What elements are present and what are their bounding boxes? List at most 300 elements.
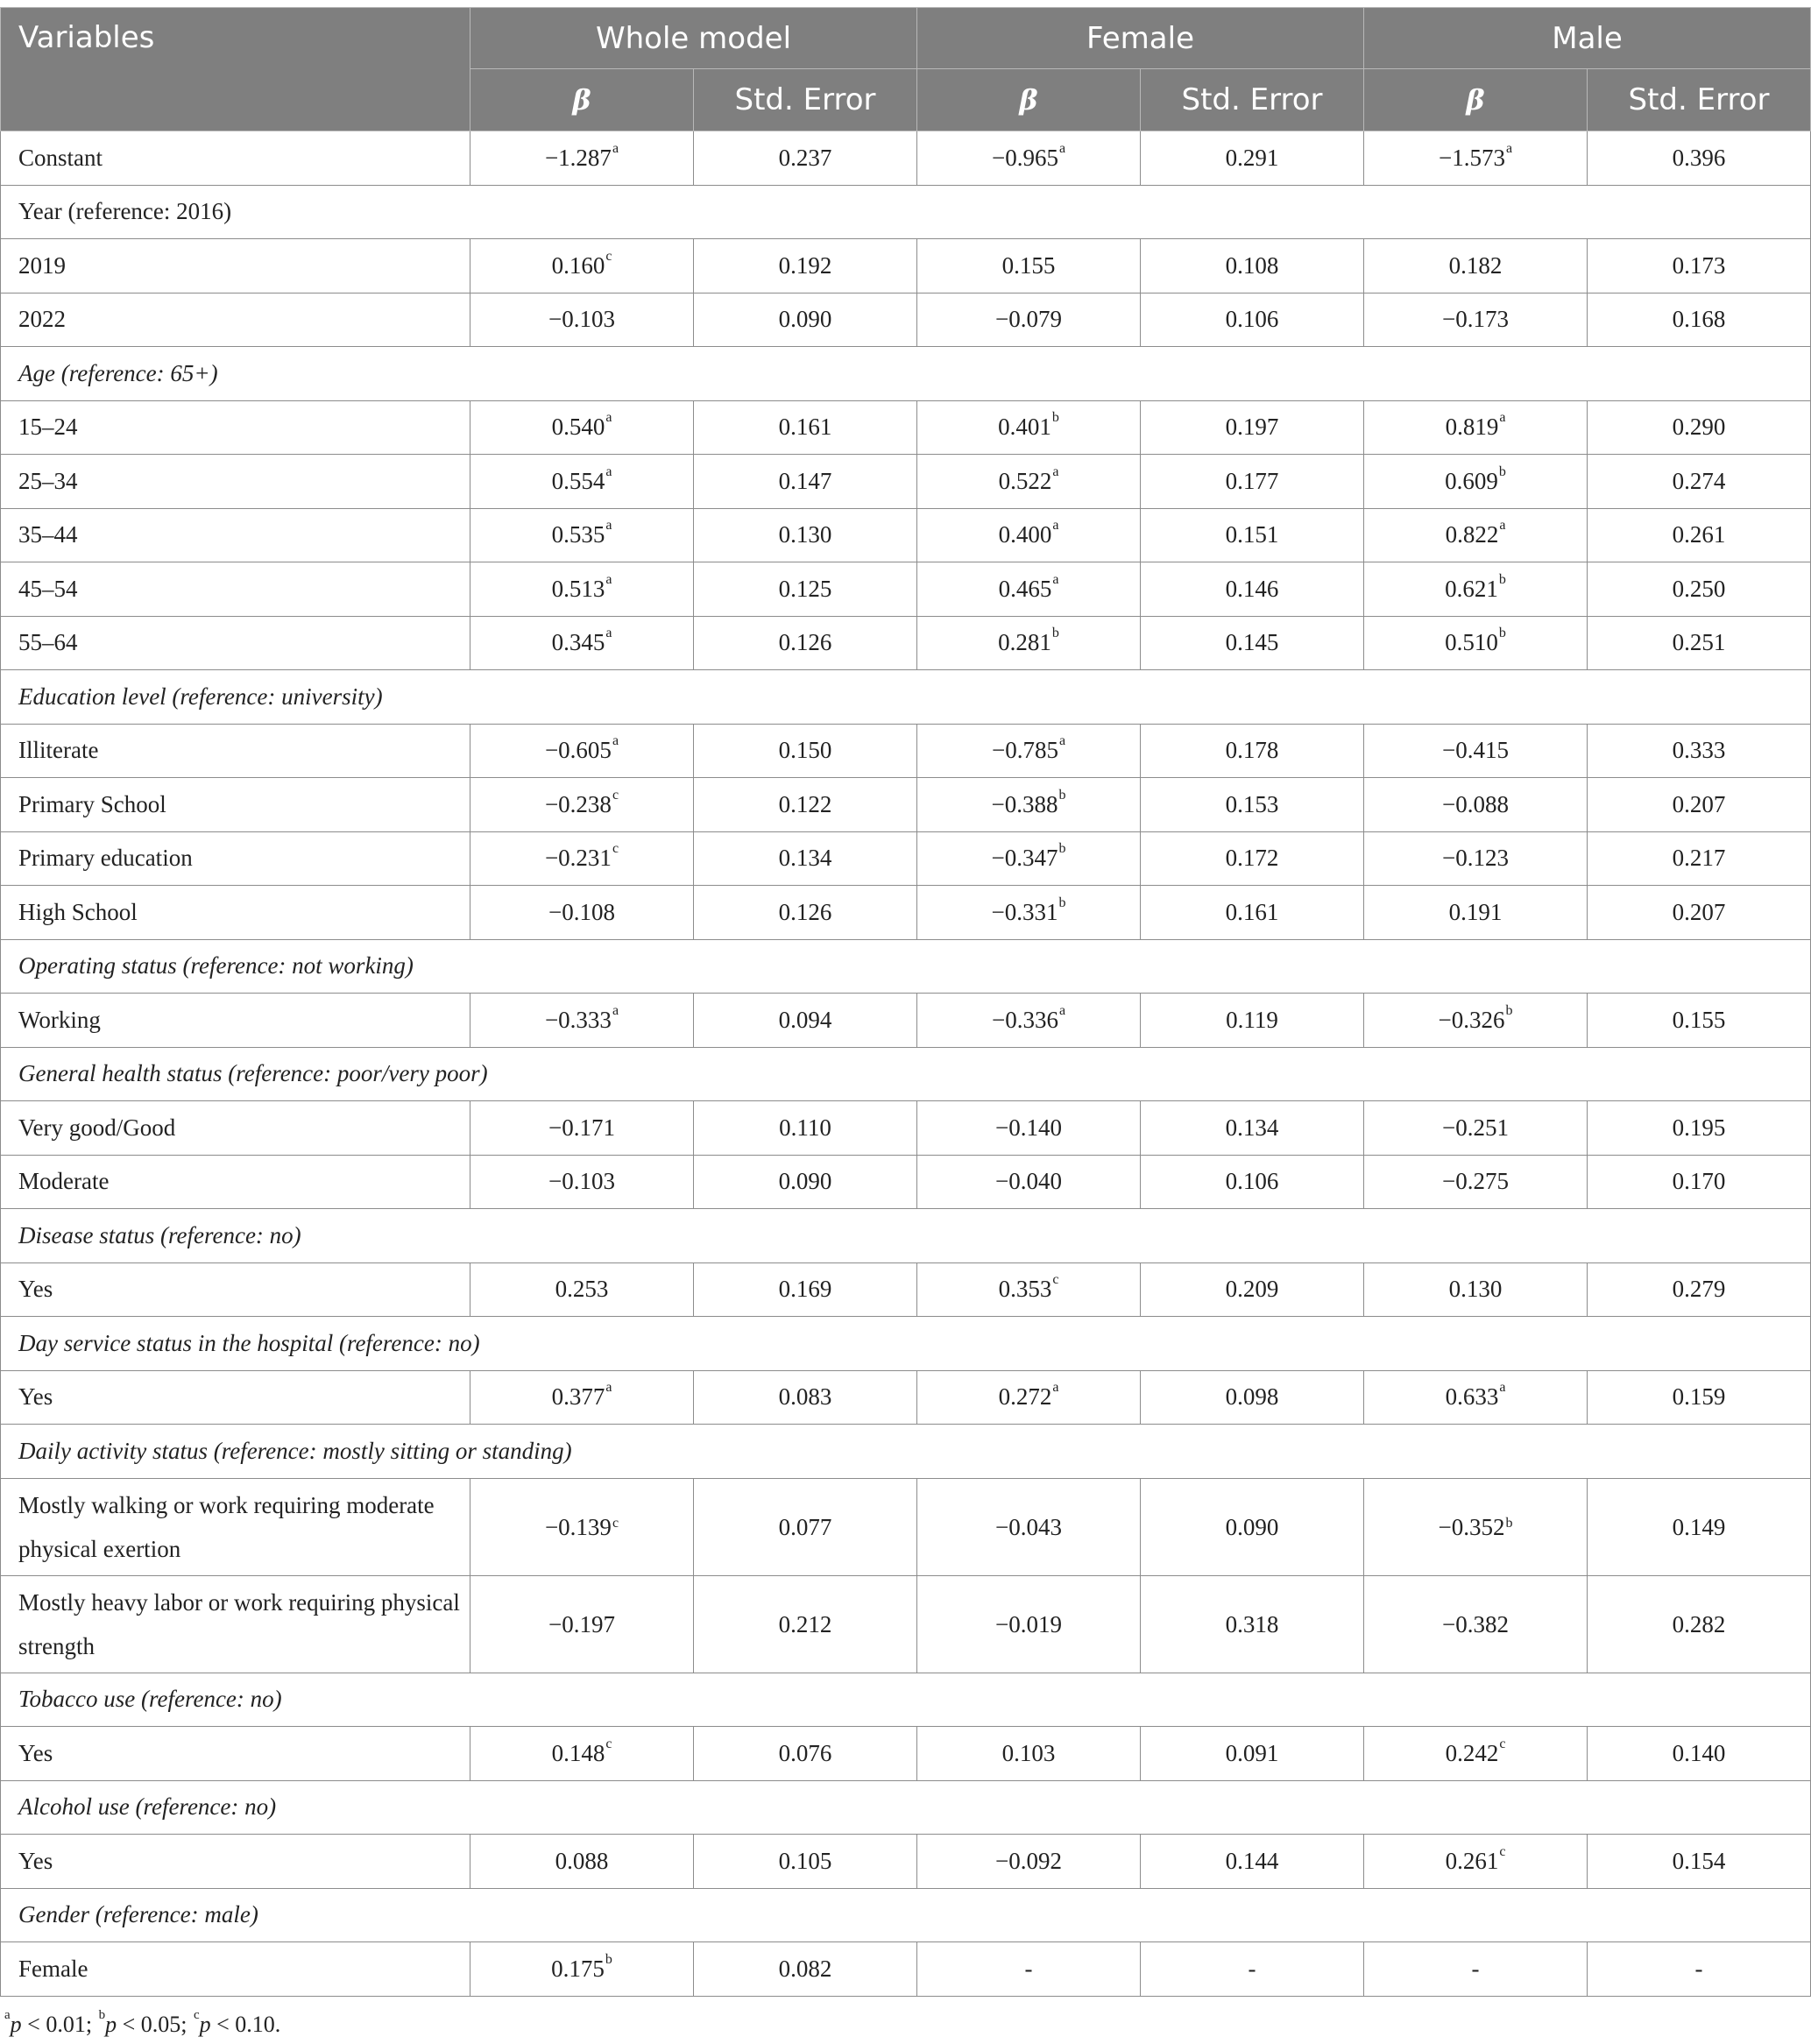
- cell-value: -: [1024, 1955, 1033, 1982]
- table-row: [1, 1262, 1811, 1317]
- cell-value: 0.169: [778, 1276, 832, 1303]
- cell-value: −0.103: [548, 306, 615, 333]
- significance-marker: c: [605, 248, 612, 264]
- cell-value: 0.146: [1225, 575, 1279, 602]
- cell-value: 0.140: [1672, 1739, 1726, 1766]
- table-row: [1, 508, 1811, 562]
- cell-value: −0.382: [1442, 1610, 1509, 1637]
- beta-cell: [917, 886, 1141, 940]
- table-row: [1, 293, 1811, 347]
- variable-label: Working: [1, 994, 470, 1048]
- cell-value: 0.274: [1672, 467, 1726, 494]
- std-error-cell: [694, 508, 917, 562]
- cell-value: 0.172: [1225, 845, 1279, 872]
- beta-header: β: [470, 69, 694, 131]
- std-error-cell: [1141, 1101, 1364, 1156]
- significance-marker: a: [605, 518, 612, 534]
- table-row: [1, 1575, 1811, 1673]
- section-label: Education level (reference: university): [1, 670, 1811, 725]
- std-error-cell: [694, 616, 917, 670]
- significance-marker: a: [1505, 140, 1513, 156]
- significance-marker: b: [1051, 410, 1059, 426]
- significance-marker: b: [1505, 1002, 1513, 1018]
- cell-value: −0.251: [1442, 1114, 1509, 1141]
- std-error-cell: [1141, 1155, 1364, 1209]
- cell-value: 0.103: [1001, 1739, 1056, 1766]
- cell-value: 0.154: [1672, 1847, 1726, 1874]
- cell-value: 0.212: [778, 1610, 832, 1637]
- variable-label: 45–54: [1, 562, 470, 617]
- std-error-cell: [1141, 616, 1364, 670]
- cell-value: 0.261: [1445, 1847, 1499, 1874]
- footnote-marker: b: [98, 2008, 106, 2022]
- cell-value: 0.082: [778, 1955, 832, 1982]
- beta-cell: [1364, 131, 1588, 186]
- cell-value: 0.281: [998, 629, 1051, 656]
- table-row: [1, 724, 1811, 778]
- cell-value: 0.207: [1672, 790, 1726, 817]
- section-label: Gender (reference: male): [1, 1888, 1811, 1942]
- beta-cell: [470, 1575, 694, 1673]
- cell-value: −0.336: [991, 1006, 1058, 1033]
- std-error-cell: [1588, 1575, 1811, 1673]
- beta-cell: [470, 886, 694, 940]
- cell-value: −0.238: [544, 790, 612, 817]
- significance-marker: c: [1052, 1272, 1059, 1288]
- beta-cell: [1364, 293, 1588, 347]
- variable-label: 35–44: [1, 508, 470, 562]
- std-error-header: Std. Error: [694, 69, 917, 131]
- section-label: Age (reference: 65+): [1, 347, 1811, 401]
- significance-marker: a: [605, 626, 612, 641]
- std-error-cell: [1588, 724, 1811, 778]
- std-error-cell: [1141, 293, 1364, 347]
- significance-marker: a: [1499, 410, 1506, 426]
- cell-value: −0.415: [1442, 737, 1509, 764]
- cell-value: 0.173: [1672, 251, 1726, 279]
- beta-cell: [1364, 1478, 1588, 1575]
- group-header-male: Male: [1364, 8, 1811, 69]
- cell-value: -: [1471, 1955, 1480, 1982]
- cell-value: −1.287: [544, 144, 612, 171]
- std-error-cell: [694, 1727, 917, 1781]
- footnote-p: p: [10, 2012, 22, 2037]
- table-row: [1, 831, 1811, 886]
- std-error-cell: [1141, 1370, 1364, 1425]
- section-row: [1, 670, 1811, 725]
- cell-value: 0.106: [1225, 306, 1279, 333]
- cell-value: 0.251: [1672, 629, 1726, 656]
- cell-value: 0.108: [1225, 251, 1279, 279]
- cell-value: 0.819: [1445, 414, 1499, 441]
- beta-cell: [917, 1835, 1141, 1889]
- significance-marker: b: [1498, 463, 1506, 479]
- section-label: Day service status in the hospital (reference: no): [1, 1317, 1811, 1371]
- std-error-cell: [1141, 1942, 1364, 1997]
- std-error-cell: [1588, 1101, 1811, 1156]
- variable-label: Constant: [1, 131, 470, 186]
- std-error-cell: [1141, 724, 1364, 778]
- beta-cell: [1364, 508, 1588, 562]
- beta-cell: [470, 994, 694, 1048]
- variable-label: Mostly heavy labor or work requiring physical strength: [1, 1575, 470, 1673]
- cell-value: −0.352: [1438, 1513, 1505, 1540]
- significance-marker: c: [605, 1736, 612, 1751]
- cell-value: 0.170: [1672, 1168, 1726, 1195]
- std-error-cell: [694, 1575, 917, 1673]
- footnote-text: < 0.10.: [210, 2012, 281, 2037]
- beta-cell: [1364, 1575, 1588, 1673]
- beta-cell: [917, 400, 1141, 455]
- beta-cell: [917, 1155, 1141, 1209]
- table-row: [1, 1370, 1811, 1425]
- significance-marker: c: [1499, 1843, 1506, 1859]
- std-error-cell: [1141, 994, 1364, 1048]
- variable-label: High School: [1, 886, 470, 940]
- beta-cell: [1364, 1942, 1588, 1997]
- beta-header: β: [1364, 69, 1588, 131]
- beta-cell: [470, 1370, 694, 1425]
- table-row: [1, 1101, 1811, 1156]
- footnote-p: p: [199, 2012, 211, 2037]
- cell-value: 0.465: [998, 575, 1052, 602]
- std-error-cell: [1588, 1370, 1811, 1425]
- section-label: Disease status (reference: no): [1, 1209, 1811, 1263]
- cell-value: 0.088: [555, 1847, 609, 1874]
- beta-cell: [470, 616, 694, 670]
- cell-value: 0.077: [778, 1513, 832, 1540]
- significance-marker: a: [1058, 140, 1066, 156]
- section-row: [1, 347, 1811, 401]
- std-error-cell: [1588, 831, 1811, 886]
- beta-cell: [917, 1942, 1141, 1997]
- cell-value: 0.291: [1225, 144, 1279, 171]
- cell-value: −0.123: [1442, 845, 1509, 872]
- std-error-cell: [1588, 1942, 1811, 1997]
- significance-marker: b: [1058, 787, 1066, 803]
- cell-value: −0.197: [548, 1610, 615, 1637]
- variable-label: Yes: [1, 1835, 470, 1889]
- group-header-female: Female: [917, 8, 1364, 69]
- std-error-cell: [694, 1101, 917, 1156]
- table-row: [1, 455, 1811, 509]
- beta-cell: [470, 1727, 694, 1781]
- cell-value: 0.130: [778, 521, 832, 548]
- cell-value: 0.144: [1225, 1847, 1279, 1874]
- cell-value: −0.388: [991, 790, 1058, 817]
- beta-cell: [470, 1101, 694, 1156]
- std-error-cell: [694, 239, 917, 294]
- cell-value: 0.134: [778, 845, 832, 872]
- std-error-cell: [694, 131, 917, 186]
- variable-label: Yes: [1, 1370, 470, 1425]
- significance-marker: b: [1505, 1515, 1513, 1531]
- significance-marker: b: [1058, 895, 1066, 910]
- cell-value: 0.122: [778, 790, 832, 817]
- cell-value: 0.159: [1672, 1383, 1726, 1411]
- regression-table: [0, 7, 1811, 1997]
- table-row: [1, 1835, 1811, 1889]
- significance-footnote: [4, 2008, 281, 2038]
- cell-value: 0.250: [1672, 575, 1726, 602]
- cell-value: 0.209: [1225, 1276, 1279, 1303]
- std-error-cell: [694, 455, 917, 509]
- std-error-cell: [1141, 1727, 1364, 1781]
- section-row: [1, 1209, 1811, 1263]
- cell-value: 0.290: [1672, 414, 1726, 441]
- significance-marker: a: [1058, 1002, 1066, 1018]
- std-error-cell: [694, 886, 917, 940]
- cell-value: 0.535: [551, 521, 605, 548]
- cell-value: 0.155: [1672, 1006, 1726, 1033]
- cell-value: −0.040: [995, 1168, 1062, 1195]
- cell-value: 0.130: [1448, 1276, 1503, 1303]
- beta-cell: [470, 1155, 694, 1209]
- std-error-cell: [694, 1942, 917, 1997]
- beta-cell: [917, 994, 1141, 1048]
- std-error-cell: [694, 724, 917, 778]
- cell-value: 0.396: [1672, 144, 1726, 171]
- beta-cell: [470, 508, 694, 562]
- std-error-cell: [1141, 778, 1364, 832]
- beta-cell: [1364, 1370, 1588, 1425]
- section-label: Tobacco use (reference: no): [1, 1673, 1811, 1727]
- cell-value: 0.522: [998, 467, 1052, 494]
- cell-value: 0.333: [1672, 737, 1726, 764]
- beta-cell: [1364, 562, 1588, 617]
- variable-label: 25–34: [1, 455, 470, 509]
- cell-value: −0.103: [548, 1168, 615, 1195]
- cell-value: −0.605: [544, 737, 612, 764]
- cell-value: −0.079: [995, 306, 1062, 333]
- cell-value: 0.207: [1672, 898, 1726, 925]
- cell-value: 0.098: [1225, 1383, 1279, 1411]
- cell-value: 0.119: [1226, 1006, 1278, 1033]
- cell-value: 0.083: [778, 1383, 832, 1411]
- section-row: [1, 185, 1811, 239]
- cell-value: −0.347: [991, 845, 1058, 872]
- table-row: [1, 994, 1811, 1048]
- variable-label: 2019: [1, 239, 470, 294]
- cell-value: 0.237: [778, 144, 832, 171]
- cell-value: 0.148: [551, 1739, 605, 1766]
- std-error-header: Std. Error: [1141, 69, 1364, 131]
- cell-value: 0.261: [1672, 521, 1726, 548]
- cell-value: 0.151: [1225, 521, 1279, 548]
- beta-cell: [917, 778, 1141, 832]
- cell-value: 0.110: [779, 1114, 831, 1141]
- section-row: [1, 1888, 1811, 1942]
- significance-marker: a: [1052, 518, 1059, 534]
- cell-value: −0.785: [991, 737, 1058, 764]
- beta-cell: [1364, 1835, 1588, 1889]
- significance-marker: c: [1499, 1736, 1506, 1751]
- cell-value: 0.282: [1672, 1610, 1726, 1637]
- beta-cell: [917, 1478, 1141, 1575]
- cell-value: 0.345: [551, 629, 605, 656]
- beta-cell: [470, 455, 694, 509]
- cell-value: −0.019: [995, 1610, 1062, 1637]
- cell-value: 0.633: [1445, 1383, 1499, 1411]
- beta-cell: [917, 1727, 1141, 1781]
- significance-marker: a: [1499, 518, 1506, 534]
- std-error-cell: [1141, 831, 1364, 886]
- footnote-marker: a: [4, 2008, 11, 2022]
- significance-marker: a: [605, 463, 612, 479]
- cell-value: 0.182: [1448, 251, 1503, 279]
- cell-value: −0.231: [544, 845, 612, 872]
- beta-cell: [470, 1835, 694, 1889]
- cell-value: 0.090: [778, 306, 832, 333]
- cell-value: 0.106: [1225, 1168, 1279, 1195]
- regression-table-container: [0, 7, 1811, 1997]
- cell-value: −0.043: [995, 1513, 1062, 1540]
- cell-value: −0.140: [995, 1114, 1062, 1141]
- table-row: [1, 616, 1811, 670]
- std-error-cell: [694, 1835, 917, 1889]
- cell-value: 0.145: [1225, 629, 1279, 656]
- section-row: [1, 1780, 1811, 1835]
- section-label: General health status (reference: poor/very poor): [1, 1047, 1811, 1101]
- section-row: [1, 1047, 1811, 1101]
- significance-marker: a: [1052, 1380, 1059, 1396]
- cell-value: 0.217: [1672, 845, 1726, 872]
- beta-cell: [470, 239, 694, 294]
- beta-cell: [1364, 400, 1588, 455]
- std-error-cell: [694, 778, 917, 832]
- cell-value: 0.076: [778, 1739, 832, 1766]
- section-label: Operating status (reference: not working): [1, 939, 1811, 994]
- std-error-cell: [1588, 1478, 1811, 1575]
- cell-value: 0.401: [998, 414, 1051, 441]
- std-error-cell: [1588, 293, 1811, 347]
- cell-value: 0.609: [1445, 467, 1498, 494]
- std-error-cell: [1588, 1155, 1811, 1209]
- std-error-header: Std. Error: [1588, 69, 1811, 131]
- beta-cell: [1364, 1101, 1588, 1156]
- table-row: [1, 778, 1811, 832]
- beta-cell: [1364, 616, 1588, 670]
- cell-value: 0.242: [1445, 1739, 1499, 1766]
- std-error-cell: [1588, 508, 1811, 562]
- std-error-cell: [1141, 508, 1364, 562]
- cell-value: −0.333: [544, 1006, 612, 1033]
- table-row: [1, 886, 1811, 940]
- table-row: [1, 1942, 1811, 1997]
- cell-value: 0.377: [551, 1383, 605, 1411]
- beta-cell: [1364, 1727, 1588, 1781]
- beta-cell: [917, 1370, 1141, 1425]
- table-row: [1, 400, 1811, 455]
- cell-value: 0.168: [1672, 306, 1726, 333]
- beta-cell: [470, 1478, 694, 1575]
- beta-header: β: [917, 69, 1141, 131]
- std-error-cell: [694, 1155, 917, 1209]
- cell-value: −0.326: [1438, 1006, 1505, 1033]
- beta-cell: [917, 562, 1141, 617]
- cell-value: 0.125: [778, 575, 832, 602]
- variable-label: Mostly walking or work requiring moderate physical exertion: [1, 1478, 470, 1575]
- significance-marker: a: [1058, 733, 1066, 749]
- beta-cell: [917, 1575, 1141, 1673]
- beta-cell: [1364, 1262, 1588, 1317]
- std-error-cell: [1141, 1262, 1364, 1317]
- beta-cell: [1364, 831, 1588, 886]
- significance-marker: b: [1051, 626, 1059, 641]
- std-error-cell: [1588, 239, 1811, 294]
- beta-cell: [470, 131, 694, 186]
- std-error-cell: [1141, 1478, 1364, 1575]
- std-error-cell: [694, 1478, 917, 1575]
- beta-cell: [1364, 886, 1588, 940]
- variable-label: Female: [1, 1942, 470, 1997]
- cell-value: 0.160: [551, 251, 605, 279]
- cell-value: 0.191: [1448, 898, 1503, 925]
- beta-cell: [1364, 455, 1588, 509]
- significance-marker: a: [612, 140, 619, 156]
- cell-value: 0.094: [778, 1006, 832, 1033]
- beta-cell: [470, 778, 694, 832]
- significance-marker: c: [612, 841, 619, 857]
- cell-value: 0.153: [1225, 790, 1279, 817]
- cell-value: 0.192: [778, 251, 832, 279]
- cell-value: 0.279: [1672, 1276, 1726, 1303]
- cell-value: −0.965: [991, 144, 1058, 171]
- beta-cell: [917, 508, 1141, 562]
- cell-value: 0.175: [551, 1955, 605, 1982]
- std-error-cell: [1141, 239, 1364, 294]
- section-label: Daily activity status (reference: mostly sitting or standing): [1, 1425, 1811, 1479]
- std-error-cell: [1588, 994, 1811, 1048]
- cell-value: 0.155: [1001, 251, 1056, 279]
- beta-cell: [470, 562, 694, 617]
- std-error-cell: [1588, 1262, 1811, 1317]
- beta-cell: [470, 831, 694, 886]
- std-error-cell: [1588, 886, 1811, 940]
- std-error-cell: [694, 562, 917, 617]
- cell-value: −0.331: [991, 898, 1058, 925]
- beta-cell: [917, 1262, 1141, 1317]
- beta-cell: [917, 724, 1141, 778]
- std-error-cell: [1141, 886, 1364, 940]
- significance-marker: b: [1058, 841, 1066, 857]
- section-row: [1, 1425, 1811, 1479]
- section-label: Year (reference: 2016): [1, 185, 1811, 239]
- std-error-cell: [1141, 400, 1364, 455]
- footnote-marker: c: [193, 2008, 200, 2022]
- table-row: [1, 131, 1811, 186]
- beta-cell: [917, 293, 1141, 347]
- std-error-cell: [1588, 1835, 1811, 1889]
- beta-cell: [917, 239, 1141, 294]
- beta-cell: [917, 831, 1141, 886]
- significance-marker: a: [605, 571, 612, 587]
- cell-value: 0.147: [778, 467, 832, 494]
- table-header: [1, 8, 1811, 131]
- cell-value: 0.105: [778, 1847, 832, 1874]
- cell-value: 0.091: [1225, 1739, 1279, 1766]
- std-error-cell: [694, 400, 917, 455]
- cell-value: −0.173: [1442, 306, 1509, 333]
- significance-marker: a: [605, 410, 612, 426]
- section-row: [1, 1317, 1811, 1371]
- cell-value: −0.108: [548, 898, 615, 925]
- section-label: Alcohol use (reference: no): [1, 1780, 1811, 1835]
- cell-value: 0.540: [551, 414, 605, 441]
- variable-label: Primary education: [1, 831, 470, 886]
- variable-label: Illiterate: [1, 724, 470, 778]
- beta-cell: [917, 455, 1141, 509]
